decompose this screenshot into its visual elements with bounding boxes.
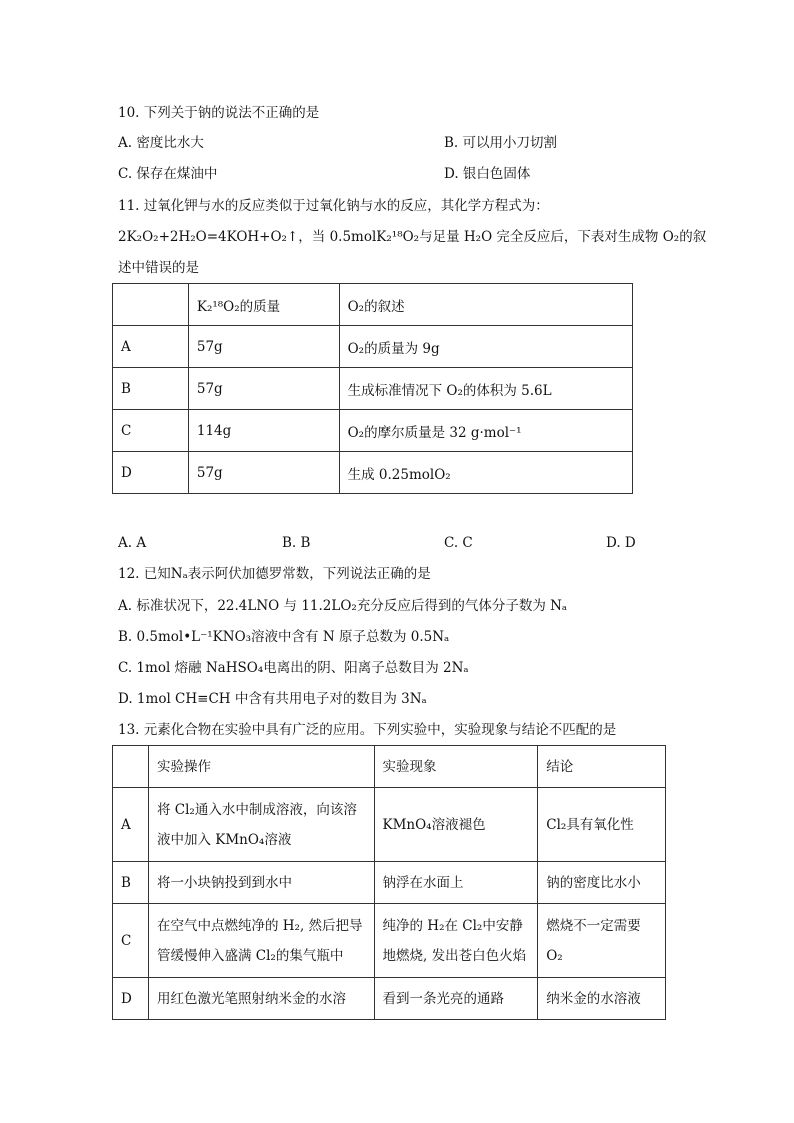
table-row	[113, 862, 666, 904]
table-cell	[148, 862, 374, 904]
q12-stem: 12. 已知Nₐ表示阿伏加德罗常数，下列说法正确的是	[118, 566, 431, 582]
q10-option-b[interactable]: B. 可以用小刀切割	[444, 135, 558, 151]
table-cell: 114g	[188, 410, 339, 452]
cell-line: 将 Cl₂通入水中制成溶液，向该溶	[156, 801, 357, 818]
table-row	[113, 904, 666, 978]
cell-line: 液中加入 KMnO₄溶液	[156, 831, 292, 848]
table-header-cell: K₂¹⁸O₂的质量	[188, 284, 339, 326]
q12-option-a[interactable]: A. 标准状况下，22.4LNO 与 11.2LO₂充分反应后得到的气体分子数为 Nₐ	[118, 598, 568, 614]
cell-line: Cl₂具有氧化性	[546, 816, 634, 833]
table-cell: A	[113, 326, 189, 368]
cell-line: 纳米金的水溶液	[546, 990, 641, 1007]
table-cell: 57g	[188, 326, 339, 368]
table-header-cell: 实验现象	[374, 746, 538, 788]
table-header-cell	[113, 284, 189, 326]
cell-line: 地燃烧, 发出苍白色火焰	[382, 947, 527, 964]
table-cell	[374, 862, 538, 904]
cell-line: KMnO₄溶液褪色	[382, 816, 486, 833]
q12-option-b[interactable]: B. 0.5mol•L⁻¹KNO₃溶液中含有 N 原子总数为 0.5Nₐ	[118, 629, 450, 645]
table-cell: A	[113, 788, 149, 862]
q10-stem: 10. 下列关于钠的说法不正确的是	[118, 105, 320, 121]
table-row	[113, 368, 633, 410]
q12-option-d[interactable]: D. 1mol CH≡CH 中含有共用电子对的数目为 3Nₐ	[118, 691, 427, 707]
table-cell: 生成标准情况下 O₂的体积为 5.6L	[339, 368, 632, 410]
q10-option-d[interactable]: D. 银白色固体	[444, 166, 531, 182]
table-header-cell	[113, 746, 149, 788]
table-cell: 生成 0.25molO₂	[339, 452, 632, 494]
table-cell	[374, 904, 538, 978]
table-cell	[374, 978, 538, 1020]
q13-table	[112, 745, 666, 1020]
q13-stem: 13. 元素化合物在实验中具有广泛的应用。下列实验中，实验现象与结论不匹配的是	[118, 722, 617, 738]
cell-line: 燃烧不一定需要	[546, 917, 641, 934]
table-cell: B	[113, 862, 149, 904]
q10-option-c[interactable]: C. 保存在煤油中	[118, 166, 218, 182]
cell-line: 将一小块钠投到到水中	[156, 874, 292, 891]
table-cell: C	[113, 904, 149, 978]
table-row	[113, 410, 633, 452]
cell-line: 管缓慢伸入盛满 Cl₂的集气瓶中	[156, 947, 344, 964]
cell-line: 钠的密度比水小	[546, 874, 641, 891]
cell-line: 用红色激光笔照射纳米金的水溶	[156, 990, 346, 1007]
table-cell	[148, 904, 374, 978]
table-header-cell: 结论	[538, 746, 666, 788]
table-cell: O₂的摩尔质量是 32 g·mol⁻¹	[339, 410, 632, 452]
cell-line: 在空气中点燃纯净的 H₂, 然后把导	[156, 917, 363, 934]
table-row	[113, 326, 633, 368]
table-cell: O₂的质量为 9g	[339, 326, 632, 368]
cell-line: O₂	[546, 947, 563, 964]
table-cell: D	[113, 978, 149, 1020]
table-cell	[538, 788, 666, 862]
q11-equation: 2K₂O₂+2H₂O=4KOH+O₂↑，当 0.5molK₂¹⁸O₂与足量 H₂O 完全反应后，下表对生成物 O₂的叙	[118, 229, 707, 245]
q10-option-a[interactable]: A. 密度比水大	[118, 135, 204, 151]
table-cell	[538, 862, 666, 904]
table-cell	[374, 788, 538, 862]
table-row	[113, 452, 633, 494]
q11-equation-cont: 述中错误的是	[118, 260, 199, 276]
table-header-row	[113, 746, 666, 788]
cell-line: 看到一条光亮的通路	[382, 990, 505, 1007]
cell-line: 纯净的 H₂在 Cl₂中安静	[382, 917, 523, 934]
table-cell: C	[113, 410, 189, 452]
q11-option-b[interactable]: B. B	[282, 535, 311, 551]
table-header-cell: 实验操作	[148, 746, 374, 788]
table-cell	[148, 788, 374, 862]
table-cell: 57g	[188, 368, 339, 410]
table-cell	[538, 978, 666, 1020]
table-cell	[148, 978, 374, 1020]
q11-table	[112, 283, 633, 494]
table-cell: 57g	[188, 452, 339, 494]
table-row	[113, 978, 666, 1020]
q11-option-c[interactable]: C. C	[444, 535, 473, 551]
q11-option-d[interactable]: D. D	[606, 535, 636, 551]
table-header-row	[113, 284, 633, 326]
q12-option-c[interactable]: C. 1mol 熔融 NaHSO₄电离出的阴、阳离子总数目为 2Nₐ	[118, 660, 469, 676]
q11-option-a[interactable]: A. A	[118, 535, 147, 551]
cell-line: 钠浮在水面上	[382, 874, 464, 891]
table-cell: D	[113, 452, 189, 494]
table-header-cell: O₂的叙述	[339, 284, 632, 326]
table-cell: B	[113, 368, 189, 410]
q11-stem: 11. 过氧化钾与水的反应类似于过氧化钠与水的反应，其化学方程式为：	[118, 198, 549, 214]
table-cell	[538, 904, 666, 978]
table-row	[113, 788, 666, 862]
